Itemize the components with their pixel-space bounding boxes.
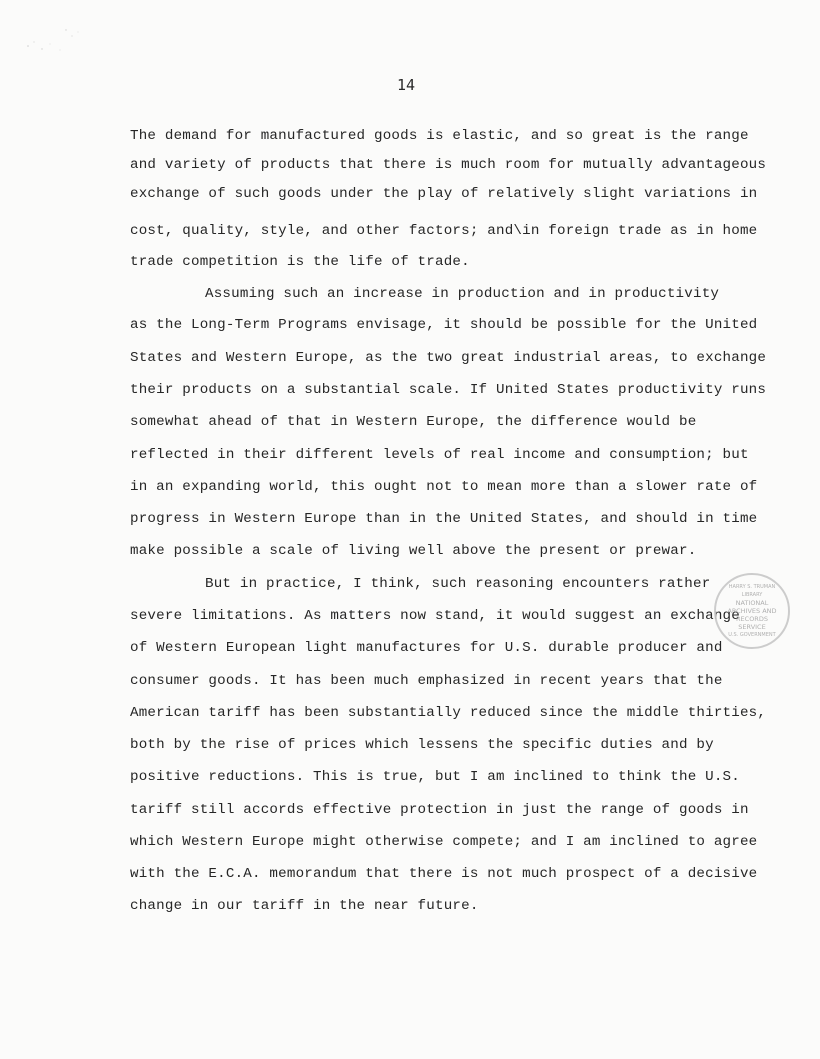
text-line: with the E.C.A. memorandum that there is not much prospect of a decisive (130, 866, 758, 882)
text-line: change in our tariff in the near future. (130, 898, 479, 914)
paper-specks (20, 22, 90, 62)
text-line: tariff still accords effective protection in just the range of goods in (130, 802, 749, 818)
text-line: progress in Western Europe than in the United States, and should in time (130, 511, 758, 527)
text-line: severe limitations. As matters now stand, it would suggest an exchange (130, 608, 740, 624)
text-line: Assuming such an increase in production and in productivity (205, 286, 720, 302)
text-line: But in practice, I think, such reasoning encounters rather (205, 576, 711, 592)
text-line: exchange of such goods under the play of relatively slight variations in (130, 186, 758, 202)
stamp-line: RECORDS (736, 615, 768, 623)
archive-stamp (714, 573, 790, 649)
text-line: of Western European light manufactures for U.S. durable producer and (130, 640, 723, 656)
text-line: as the Long-Term Programs envisage, it should be possible for the United (130, 317, 758, 333)
text-line: and variety of products that there is much room for mutually advantageous (130, 157, 767, 173)
page-number: 14 (396, 76, 416, 94)
text-line: consumer goods. It has been much emphasized in recent years that the (130, 673, 723, 689)
text-line: which Western Europe might otherwise compete; and I am inclined to agree (130, 834, 758, 850)
text-line: somewhat ahead of that in Western Europe, the difference would be (130, 414, 697, 430)
text-line: reflected in their different levels of real income and consumption; but (130, 447, 749, 463)
text-line: in an expanding world, this ought not to mean more than a slower rate of (130, 479, 758, 495)
text-line: American tariff has been substantially reduced since the middle thirties, (130, 705, 767, 721)
stamp-line: HARRY S. TRUMAN LIBRARY (728, 584, 776, 598)
text-line: cost, quality, style, and other factors; and\in foreign trade as in home (130, 223, 758, 239)
text-line: States and Western Europe, as the two great industrial areas, to exchange (130, 350, 767, 366)
stamp-line: ARCHIVES AND (727, 607, 777, 615)
text-line: both by the rise of prices which lessens the specific duties and by (130, 737, 714, 753)
stamp-line: SERVICE (738, 623, 766, 631)
text-line: positive reductions. This is true, but I am inclined to think the U.S. (130, 769, 740, 785)
stamp-line: NATIONAL (735, 599, 769, 607)
stamp-line: U.S. GOVERNMENT (728, 632, 776, 638)
text-line: make possible a scale of living well above the present or prewar. (130, 543, 697, 559)
text-line: their products on a substantial scale. If United States productivity runs (130, 382, 767, 398)
text-line: The demand for manufactured goods is elastic, and so great is the range (130, 128, 749, 144)
text-line: trade competition is the life of trade. (130, 254, 470, 270)
